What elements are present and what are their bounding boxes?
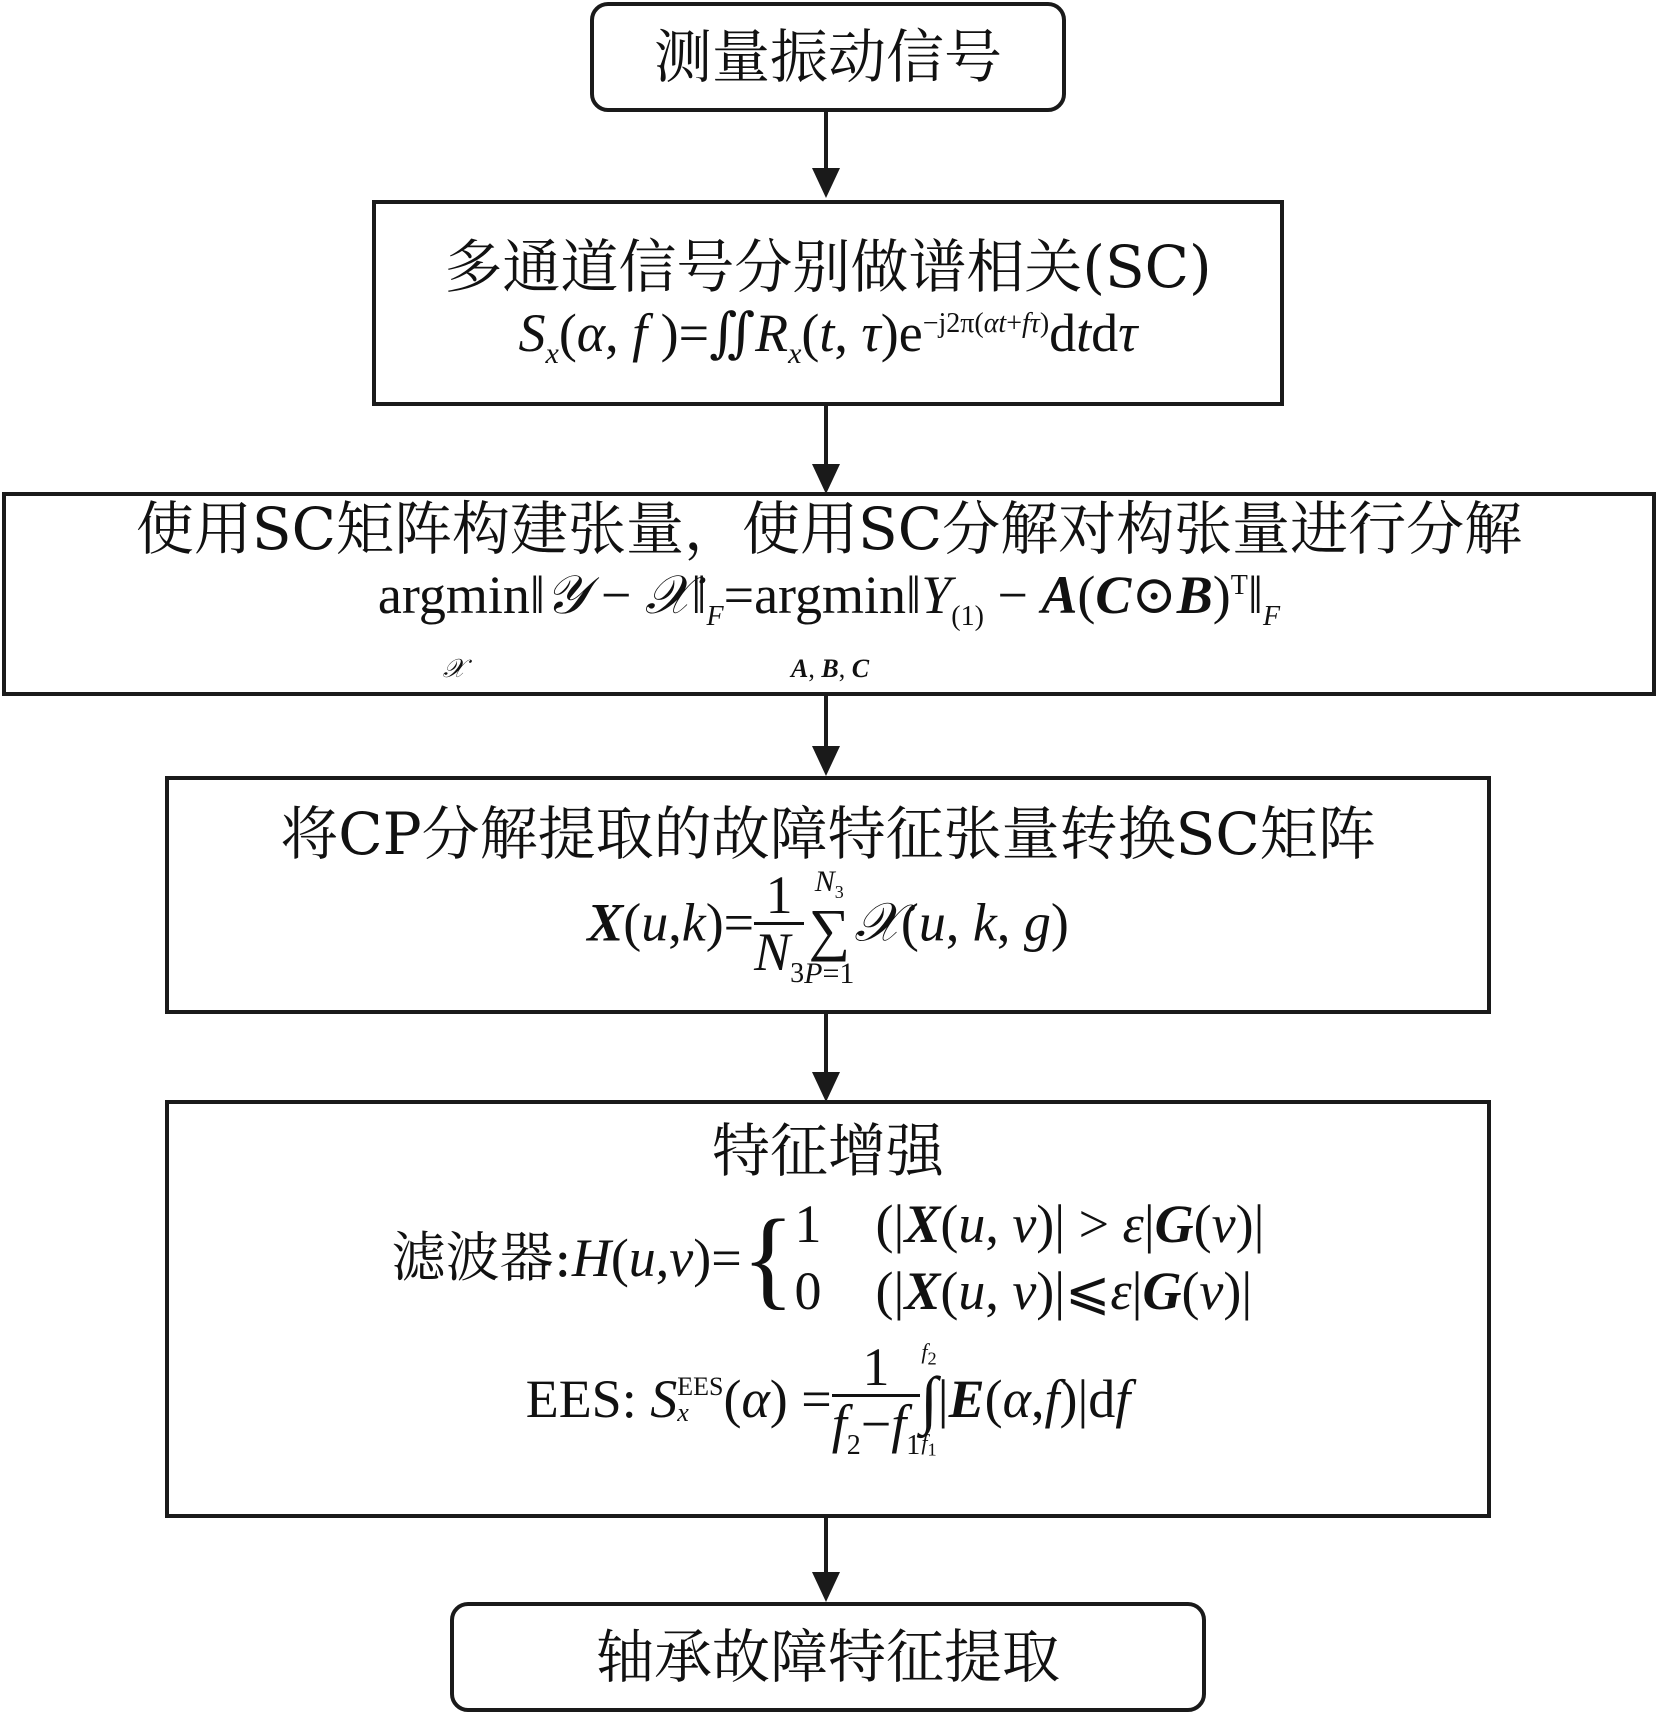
step-spectral-correlation bbox=[372, 200, 1284, 406]
sc-reconstruction-formula: X(u,k)= $\frac{1}{N_3}$ $N_3$ ∑ P=1𝒳(u, k, g) bbox=[587, 865, 1069, 991]
ees-formula: EES: S EES x ( α ) = 1 $f_2-f_1$ $f_2$ ∫ $f_1$ | E ( α , f )|d f bbox=[525, 1336, 1131, 1461]
step-measure-vibration bbox=[590, 2, 1066, 112]
step-title: 特征增强 bbox=[711, 1117, 944, 1185]
sc-formula: $S_x(\alpha$, f )$=∬R_x(t$, $\tau)e^{-j2\pi(\alpha t+f\tau)}dtd\tau$ bbox=[518, 302, 1138, 370]
step-bearing-fault-extraction bbox=[450, 1602, 1206, 1712]
step-title: 测量振动信号 bbox=[653, 22, 1002, 91]
step-title: 多通道信号分别做谱相关(SC) bbox=[444, 233, 1212, 302]
step-title: 轴承故障特征提取 bbox=[595, 1622, 1060, 1691]
step-title: 将CP分解提取的故障特征张量转换SC矩阵 bbox=[280, 799, 1376, 868]
step-feature-enhancement bbox=[165, 1100, 1491, 1518]
cp-objective-formula: argmin 𝒳‖𝒴 − $𝒳‖_F=argmin$ A, B, $C‖Y_{(1)}$ − $A(C⊙B)^T‖_F$ bbox=[377, 564, 1281, 684]
step-title: 使用SC矩阵构建张量，使用SC分解对构张量进行分解 bbox=[135, 494, 1523, 563]
step-fault-feature-to-sc bbox=[165, 776, 1491, 1014]
step-tensor-decomposition bbox=[2, 492, 1656, 696]
filter-formula: 滤波器: H ( u , v )= { 1 (|X(u, v)| > ε|G(v)| 0 (|X(u, v)|⩽ε|G(v)| bbox=[391, 1193, 1265, 1322]
